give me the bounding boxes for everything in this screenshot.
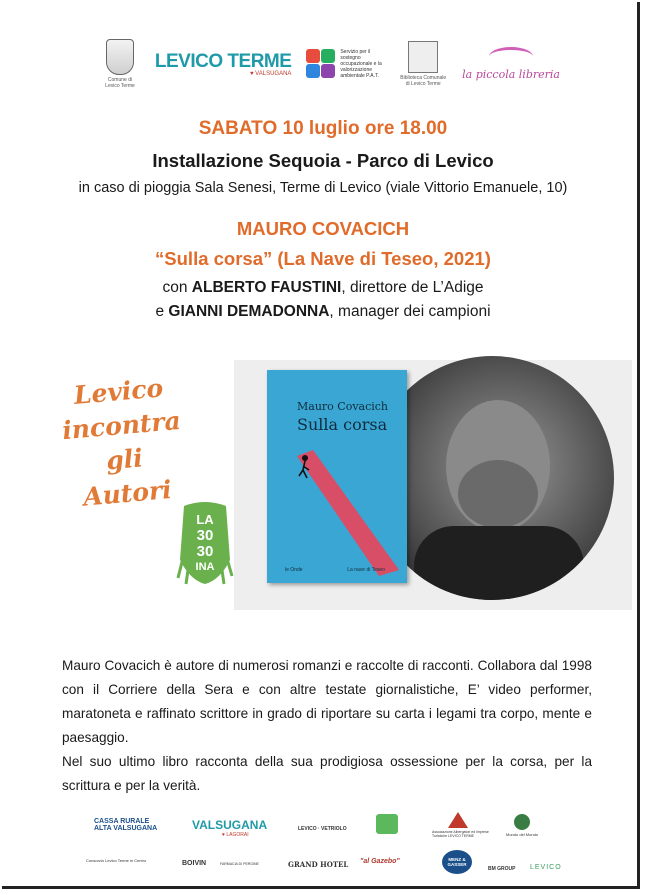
event-date: SABATO 10 luglio ore 18.00: [198, 118, 448, 139]
series-title-line-1: Levico: [72, 373, 165, 411]
comune-caption: Comune di Levico Terme: [105, 77, 135, 89]
guest-1-name: ALBERTO FAUSTINI: [191, 279, 342, 296]
sponsor-valsugana-sub: ♥ LAGORAI: [222, 832, 249, 838]
levico-terme-wordmark: LEVICO TERME: [154, 51, 292, 72]
badge-line-1: LA: [196, 512, 214, 527]
book-series: le Onde: [285, 567, 303, 573]
event-book: “Sulla corsa” (La Nave di Teseo, 2021): [155, 248, 491, 269]
series-title: [42, 369, 203, 518]
series-title-line-2: incontra gli: [61, 405, 182, 476]
event-author: MAURO COVACICH: [236, 218, 410, 239]
sponsor-mondo: Mondo del Mondo: [506, 832, 539, 837]
sponsor-green-leaf-icon: [376, 814, 398, 834]
sponsor-menz-gasser: MENZ & GASSER: [442, 850, 472, 874]
sponsor-pizzeria: "al Gazebo": [360, 858, 400, 865]
piccola-libreria-logo: [462, 47, 560, 81]
biblioteca-logo: [399, 41, 447, 87]
sponsor-farmacia: FARMACIA DI PERGINE: [220, 862, 259, 866]
author-description: [62, 654, 592, 798]
levico-terme-logo: [155, 51, 292, 77]
sponsor-globe-icon: [514, 814, 530, 830]
event-guest-1: [0, 279, 646, 297]
event-place: Installazione Sequoia - Parco di Levico: [152, 150, 494, 171]
sponsors-strip: [86, 808, 566, 888]
sponsor-bm-group: BM GROUP: [488, 866, 516, 872]
book-title: Sulla corsa: [297, 415, 388, 434]
library-icon: [408, 41, 438, 73]
cassa-rurale-line-1: CASSA RURALE: [94, 818, 150, 825]
cassa-rurale-line-2: ALTA VALSUGANA: [94, 825, 158, 832]
description-paragraph-1: Mauro Covacich è autore di numerosi romanzi e raccolte di racconti. Collabora dal 1998 con il Corriere della Sera e con altre testate giornalistiche, E’ video performer, maratoneta e raffinato scrittore in grado di riportare su carta i legami tra corpo, mente e paesaggio.: [62, 658, 592, 745]
with-prefix: con: [162, 279, 192, 296]
puzzle-icon: [306, 49, 336, 79]
book-publisher: La nave di Teseo: [347, 567, 385, 573]
guest-1-role: , direttore de L’Adige: [341, 279, 484, 296]
and-prefix: e: [155, 303, 169, 320]
logo-strip: [100, 36, 560, 92]
sponsor-mountain-icon: [448, 812, 468, 828]
coat-of-arms-icon: [106, 39, 134, 75]
badge-line-3: 30: [196, 543, 214, 560]
guest-2-name: GIANNI DEMADONNA: [168, 303, 330, 320]
sponsor-albergatori: Associazione Albergatori ed Imprese Turistiche LEVICO TERME: [432, 830, 489, 838]
sponsor-valsugana: VALSUGANA: [192, 818, 268, 832]
biblioteca-caption: Biblioteca Comunale di Levico Terme: [400, 75, 447, 87]
event-guest-2: [0, 303, 646, 321]
sponsor-cassa-rurale: [94, 818, 157, 832]
event-rain-location: in caso di pioggia Sala Senesi, Terme di Levico (viale Vittorio Emanuele, 10): [78, 180, 568, 196]
sponsor-grand-hotel: GRAND HOTEL: [288, 860, 349, 869]
description-paragraph-2: Nel suo ultimo libro racconta della sua prodigiosa ossessione per la corsa, per la scrittura e per la verità.: [62, 754, 592, 793]
comune-logo: [100, 39, 140, 89]
sponsor-levico-acque: LEVICO: [530, 864, 562, 871]
valsugana-subtitle: ♥ VALSUGANA: [249, 71, 292, 77]
sponsor-consorzio: Consorzio Levico Terme in Centro: [86, 858, 147, 863]
series-title-line-3: Autori: [82, 475, 173, 512]
badge-line-2: 30: [196, 527, 214, 544]
book-author: Mauro Covacich: [297, 400, 389, 413]
sponsor-boivin: BOIVIN: [182, 860, 207, 867]
la-3030ina-badge: [174, 500, 236, 586]
puzzle-logo: [306, 49, 384, 79]
book-cover: [267, 370, 407, 583]
book-arc-icon: [489, 47, 533, 66]
badge-line-4: INA: [195, 561, 215, 573]
piccola-libreria-wordmark: la piccola libreria: [462, 68, 560, 81]
guest-2-role: , manager dei campioni: [329, 303, 491, 320]
sponsor-levico-vetriolo: LEVICO · VETRIOLO: [298, 826, 347, 832]
puzzle-caption: Servizio per il sostegno occupazionale e la valorizzazione ambientale P.A.T.: [340, 49, 382, 79]
